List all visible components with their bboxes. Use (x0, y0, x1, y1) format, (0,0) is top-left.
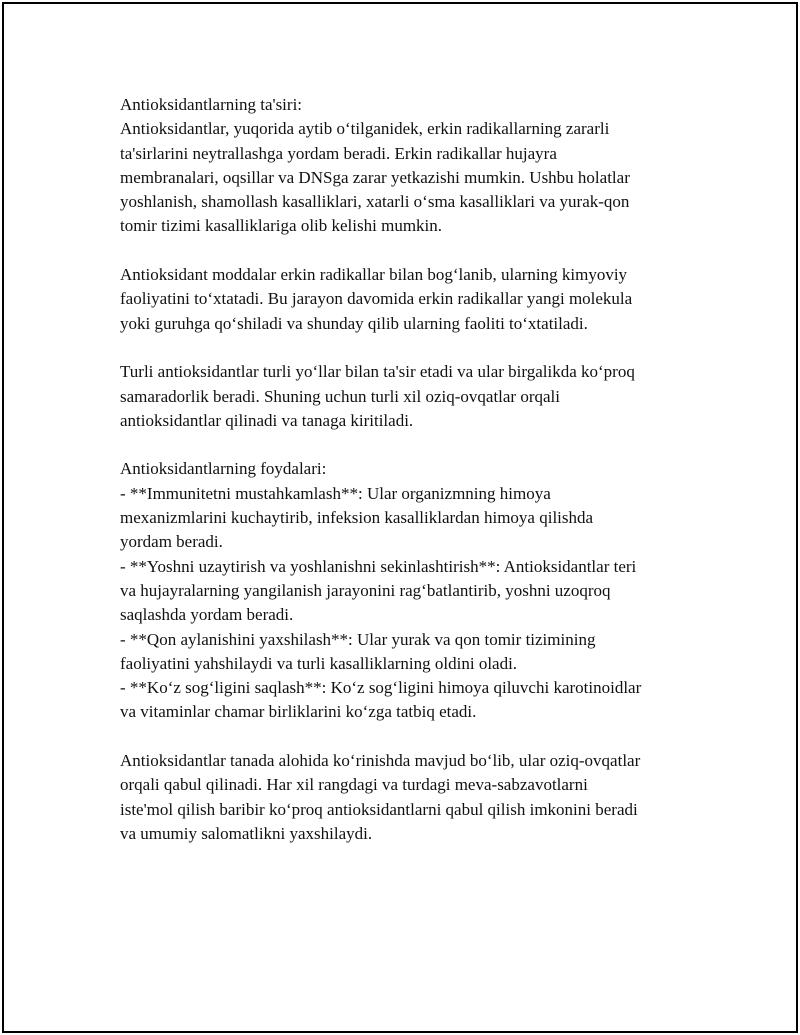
list-item-line: - **Yoshni uzaytirish va yoshlanishni sekinlashtirish**: Antioksidantlar teri (120, 556, 637, 576)
text-line: samaradorlik beradi. Shuning uchun turli xil oziq-ovqatlar orqali (120, 386, 560, 406)
paragraph-benefits (120, 457, 700, 724)
text-line: va hujayralarning yangilanish jarayonini rag‘batlantirib, yoshni uzoqroq (120, 580, 611, 600)
heading-line: Antioksidantlarning foydalari: (120, 459, 327, 479)
text-line: yordam beradi. (120, 532, 223, 552)
list-item-line: - **Qon aylanishini yaxshilash**: Ular yurak va qon tomir tizimining (120, 629, 596, 649)
text-line: Antioksidant moddalar erkin radikallar bilan bog‘lanib, ularning kimyoviy (120, 265, 628, 285)
document-page (2, 2, 798, 1033)
text-line: va vitaminlar chamar birliklarini ko‘zga tatbiq etadi. (120, 702, 477, 722)
heading-line: Antioksidantlarning ta'siri: (120, 95, 303, 114)
text-line: ta'sirlarini neytrallashga yordam beradi. Erkin radikallar hujayra (120, 143, 557, 163)
text-line: tomir tizimi kasalliklariga olib kelishi mumkin. (120, 216, 443, 236)
text-line: orqali qabul qilinadi. Har xil rangdagi va turdagi meva-sabzavotlarni (120, 775, 588, 795)
text-line: mexanizmlarini kuchaytirib, infeksion kasalliklardan himoya qilishda (120, 508, 594, 528)
text-line: membranalari, oqsillar va DNSga zarar yetkazishi mumkin. Ushbu holatlar (120, 167, 630, 187)
text-line: saqlashda yordam beradi. (120, 605, 294, 625)
document-body (120, 93, 700, 846)
paragraph-synergy (120, 360, 700, 433)
paragraph-intro (120, 93, 700, 239)
text-line: antioksidantlar qilinadi va tanaga kiritiladi. (120, 410, 414, 430)
paragraph-spacer (120, 336, 700, 360)
paragraph-mechanism (120, 263, 700, 336)
paragraph-spacer (120, 433, 700, 457)
text-line: Antioksidantlar tanada alohida ko‘rinishda mavjud bo‘lib, ular oziq-ovqatlar (120, 751, 641, 771)
text-line: iste'mol qilish baribir ko‘proq antioksidantlarni qabul qilish imkonini beradi (120, 799, 638, 819)
paragraph-spacer (120, 239, 700, 263)
text-line: yoshlanish, shamollash kasalliklari, xatarli o‘sma kasalliklari va yurak-qon (120, 192, 630, 212)
text-line: Turli antioksidantlar turli yo‘llar bilan ta'sir etadi va ular birgalikda ko‘proq (120, 362, 635, 382)
text-line: faoliyatini yahshilaydi va turli kasalliklarning oldini oladi. (120, 653, 518, 673)
paragraph-conclusion (120, 749, 700, 846)
text-line: faoliyatini to‘xtatadi. Bu jarayon davomida erkin radikallar yangi molekula (120, 289, 633, 309)
list-item-line: - **Immunitetni mustahkamlash**: Ular organizmning himoya (120, 483, 551, 503)
text-line: va umumiy salomatlikni yaxshilaydi. (120, 823, 373, 843)
text-line: Antioksidantlar, yuqorida aytib o‘tilganidek, erkin radikallarning zararli (120, 119, 610, 139)
list-item-line: - **Ko‘z sog‘ligini saqlash**: Ko‘z sog‘ligini himoya qiluvchi karotinoidlar (120, 678, 642, 698)
text-line: yoki guruhga qo‘shiladi va shunday qilib ularning faoliti to‘xtatiladi. (120, 313, 588, 333)
paragraph-spacer (120, 725, 700, 749)
